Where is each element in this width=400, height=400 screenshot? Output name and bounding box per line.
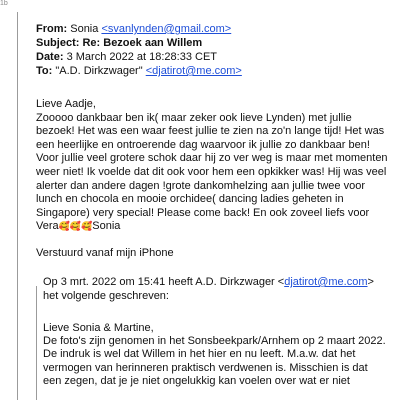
quote-email-link[interactable]: djatirot@me.com [284, 276, 368, 288]
from-name: Sonia [70, 23, 99, 35]
quote-line-2: De indruk is wel dat Willem in het hier en nu leeft. M.a.w. dat het vermogen van herinneren praktisch verdwenen is. Misschien is dat een zegen, dat je je niet ongelukkig kan voelen over wat er niet [43, 348, 368, 387]
quote-intro [43, 276, 393, 303]
thread-rule [17, 12, 18, 400]
from-email-link[interactable]: <svanlynden@gmail.com> [101, 23, 232, 35]
sent-from-line: Verstuurd vanaf mijn iPhone [36, 246, 174, 259]
quote-line-1: De foto's zijn genomen in het Sonsbeekpark/Arnhem op 2 maart 2022. [43, 335, 386, 348]
subject-row [36, 36, 386, 50]
quoted-message [43, 322, 388, 388]
message-paragraph [36, 112, 391, 234]
quote-greeting: Lieve Sonia & Martine, [43, 322, 154, 334]
date-text: 3 March 2022 at 18:28:33 CET [66, 51, 218, 63]
date-label: Date: [36, 51, 64, 63]
quote-intro-line2: het volgende geschreven: [43, 289, 169, 302]
to-email-link[interactable]: <djatirot@me.com> [145, 65, 242, 77]
subject-text: Re: Bezoek aan Willem [82, 37, 203, 49]
to-name: "A.D. Dirkzwager" [55, 65, 143, 77]
email-header [36, 22, 386, 78]
subject-label: Subject: [36, 37, 80, 49]
from-label: From: [36, 23, 68, 35]
quote-intro-prefix: Op 3 mrt. 2022 om 15:41 heeft A.D. Dirkzwager < [43, 276, 285, 288]
date-row [36, 50, 386, 64]
quote-intro-suffix: > [367, 276, 374, 288]
page-mark: 1b [0, 0, 8, 7]
from-row [36, 22, 386, 36]
greeting: Lieve Aadje, [36, 98, 96, 110]
quote-rule [36, 286, 37, 400]
signature: Sonia [92, 220, 121, 233]
to-label: To: [36, 65, 53, 77]
to-row [36, 64, 386, 78]
message-text: Zooooo dankbaar ben ik( maar zeker ook lieve Lynden) met jullie bezoek! Het was een waar feest jullie te zien na zo'n lange tijd! Het was een heerlijke en ontroerende dag waarvoor ik jullie zo dankbaar ben! Voor jullie veel grotere schok daar hij zo ver weg is maar met momenten weer niet! Ik voelde dat dit ook voor hem een opkikker was! Hij was veel alerter dan andere dagen !grote dankomhelzing aan jullie twee voor lunch en chocola en mooie orchidee( dancing ladies geheten in Singapore) very special! Please come back! En ook zoveel liefs voor Vera [36, 111, 388, 233]
heart-face-emoji-icon: 🥰🥰🥰 [58, 221, 93, 232]
message-body [36, 98, 391, 261]
